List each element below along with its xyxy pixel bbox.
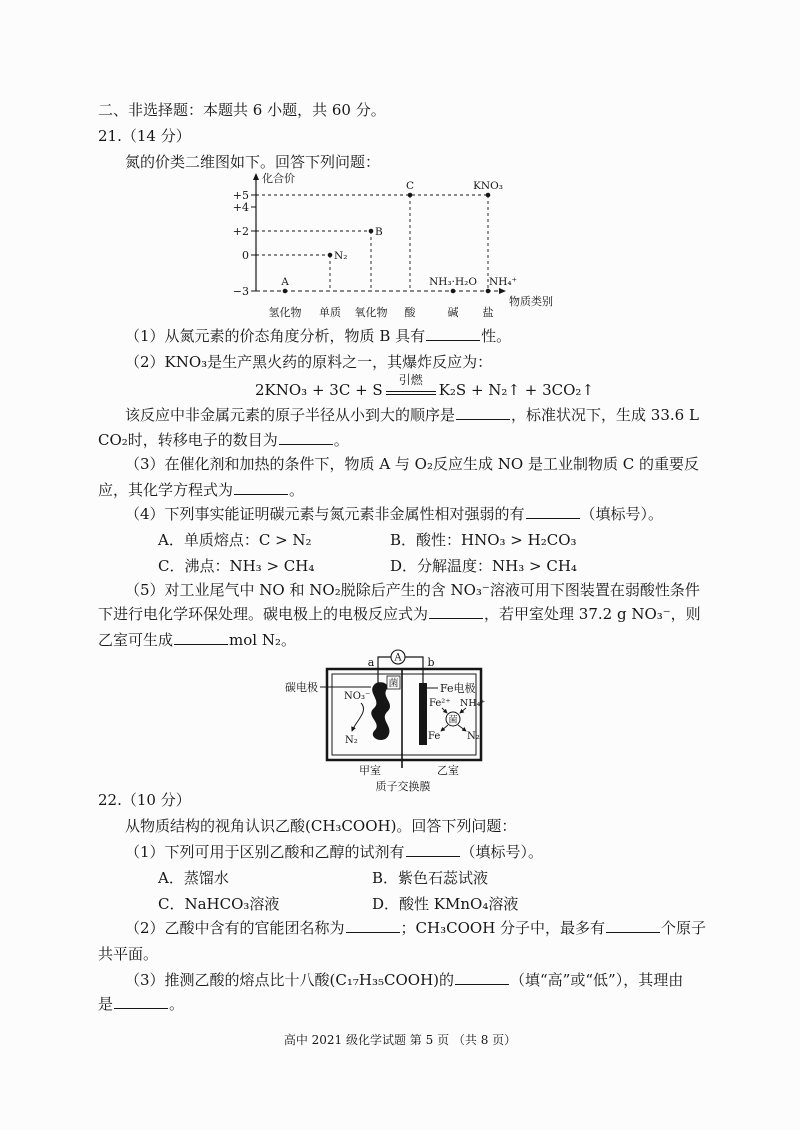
- data-point-label: B: [375, 226, 383, 238]
- q22-part2-line1: [125, 918, 706, 938]
- answer-blank: [279, 430, 333, 445]
- q21-part2-line2-text-end: 。: [333, 431, 349, 449]
- ammonium-ion-label: NH₄⁺: [460, 698, 486, 709]
- q21-part2-line1-text-end: ，标准状况下，生成 33.6 L: [511, 406, 699, 424]
- data-point-label: A: [281, 276, 289, 288]
- q21-part2-line1-text: 该反应中非金属元素的原子半径从小到大的顺序是: [125, 406, 456, 424]
- nitrate-ion-label: NO₃⁻: [344, 691, 371, 702]
- carbon-electrode: [371, 682, 390, 740]
- q21-part5-line2-text: 下进行电化学环保处理。碳电极上的电极反应式为: [98, 605, 429, 623]
- category-label: 碱: [447, 306, 459, 319]
- data-point-label: NH₃·H₂O: [429, 276, 477, 288]
- q21-part3-line2-text: 应，其化学方程式为: [98, 481, 234, 499]
- q22-part2-text-b: ；CH₃COOH 分子中，最多有: [400, 919, 606, 937]
- answer-blank: [174, 630, 228, 645]
- q21-part5-line3-text-end: mol N₂。: [229, 631, 296, 649]
- q21-part4-stem: [125, 504, 663, 524]
- y-tick-label: +5: [232, 189, 249, 202]
- q22-intro: 从物质结构的视角认识乙酸(CH₃COOH)。回答下列问题：: [125, 817, 517, 835]
- q21-number: 21.（14 分）: [98, 127, 191, 145]
- q22-part2-text-a: （2）乙酸中含有的官能团名称为: [125, 919, 345, 937]
- q21-part4-text-end: （填标号）。: [580, 505, 664, 523]
- data-point: [486, 193, 491, 198]
- q21-part3-line1: （3）在催化剂和加热的条件下，物质 A 与 O₂反应生成 NO 是工业制物质 C 的重要反: [125, 455, 699, 473]
- q21-part2-line2-text: CO₂时，转移电子的数目为: [98, 431, 278, 449]
- q21-part2-stem: （2）KNO₃是生产黑火药的原料之一，其爆炸反应为：: [125, 353, 493, 371]
- q21-part4-text: （4）下列事实能证明碳元素与氮元素非金属性相对强弱的有: [125, 505, 525, 523]
- data-point: [369, 229, 374, 234]
- q22-part3-text-b: （填“高”或“低”），其理由: [510, 971, 684, 989]
- y-tick-label: 0: [242, 249, 249, 262]
- category-label: 氧化物: [354, 306, 388, 319]
- q22-part3-line1: [125, 970, 683, 990]
- q22-option-d: D．酸性 KMnO₄溶液: [372, 895, 519, 913]
- category-label: 酸: [404, 306, 416, 319]
- q21-part2-line2: [98, 430, 349, 450]
- data-point-label: NH₄⁺: [489, 276, 518, 288]
- q22-part2-line2: 共平面。: [98, 945, 159, 963]
- answer-blank: [346, 918, 400, 933]
- membrane-label: 质子交换膜: [375, 780, 431, 793]
- data-point-label: N₂: [334, 250, 348, 262]
- q21-part1-text: （1）从氮元素的价态角度分析，物质 B 具有: [125, 327, 426, 345]
- equation-products: K₂S + N₂↑ + 3CO₂↑: [438, 381, 595, 399]
- data-point-label: KNO₃: [473, 180, 503, 192]
- q21-option-b: B．酸性：HNO₃ > H₂CO₃: [390, 531, 577, 549]
- q22-part1-stem: [125, 842, 543, 862]
- data-point: [283, 289, 288, 294]
- q21-intro: 氮的价类二维图如下。回答下列问题：: [125, 153, 381, 171]
- nitrate-to-nitrogen-arrow: [352, 703, 364, 731]
- data-point-label: C: [405, 180, 415, 192]
- terminal-a-label: a: [367, 656, 375, 669]
- q21-part5-line2-text-end: ，若甲室处理 37.2 g NO₃⁻，则: [484, 605, 701, 623]
- reaction-condition: [386, 373, 436, 400]
- y-axis-arrow: [253, 173, 259, 180]
- q22-part2-text-c: 个原子: [661, 919, 707, 937]
- answer-blank: [606, 918, 660, 933]
- q21-part5-line1: （5）对工业尾气中 NO 和 NO₂脱除后产生的含 NO₃⁻溶液可用下图装置在弱酸性条件: [125, 581, 700, 599]
- q21-part1-text-end: 性。: [481, 327, 512, 345]
- data-point: [451, 289, 456, 294]
- q22-part1-text: （1）下列可用于区别乙酸和乙醇的试剂有: [125, 843, 405, 861]
- ferrous-ion-label: Fe²⁺: [429, 698, 451, 709]
- right-nitrogen-label: N₂: [467, 731, 480, 742]
- fe-electrode-label: Fe电极: [440, 682, 476, 695]
- q21-part3-line2-text-end: 。: [289, 481, 305, 499]
- q21-part2-line1: [125, 405, 699, 425]
- q22-part1-text-end: （填标号）。: [460, 843, 544, 861]
- bacteria-left-label: 菌: [388, 678, 399, 690]
- terminal-b-label: b: [427, 656, 435, 669]
- q21-option-c: C．沸点：NH₃ > CH₄: [158, 557, 315, 575]
- page-footer: 高中 2021 级化学试题 第 5 页 （共 8 页）: [283, 1033, 517, 1047]
- q21-part5-line3: [98, 630, 296, 650]
- x-axis-arrow: [499, 288, 506, 294]
- reaction-equation: [255, 373, 595, 400]
- q22-option-c: C．NaHCO₃溶液: [158, 895, 280, 913]
- q21-part1: [125, 326, 511, 346]
- answer-blank: [429, 604, 483, 619]
- answer-blank: [526, 504, 580, 519]
- bacteria-to-nitrogen-arrow: [458, 725, 466, 731]
- q22-part3-text-d: 。: [169, 995, 185, 1013]
- y-tick-label: −3: [232, 285, 249, 298]
- answer-blank: [234, 480, 288, 495]
- right-chamber-label: 乙室: [437, 764, 459, 777]
- y-tick-label: +2: [232, 225, 249, 238]
- carbon-electrode-label: 碳电极: [285, 681, 318, 694]
- y-axis-title: 化合价: [262, 172, 295, 185]
- left-chamber-label: 甲室: [359, 764, 381, 777]
- valence-category-chart: [220, 170, 560, 322]
- equals-double-line: [386, 391, 436, 395]
- answer-blank: [456, 405, 510, 420]
- y-tick-label: +4: [232, 201, 249, 214]
- q22-part3-text-a: （3）推测乙酸的熔点比十八酸(C₁₇H₃₅COOH)的: [125, 971, 455, 989]
- answer-blank: [114, 994, 168, 1009]
- q21-option-d: D．分解温度：NH₃ > CH₄: [390, 557, 577, 575]
- answer-blank: [426, 326, 480, 341]
- left-nitrogen-label: N₂: [345, 735, 358, 746]
- ammeter-label: A: [394, 652, 402, 664]
- q21-part5-line2: [98, 604, 701, 624]
- equation-reactants: 2KNO₃ + 3C + S: [255, 381, 383, 399]
- q22-part3-line2: [98, 994, 184, 1014]
- q22-part3-text-c: 是: [98, 995, 114, 1013]
- data-point: [328, 253, 333, 258]
- q22-option-a: A．蒸馏水: [158, 869, 229, 887]
- answer-blank: [455, 970, 509, 985]
- category-label: 单质: [319, 306, 341, 319]
- bacteria-right-label: 菌: [448, 715, 458, 726]
- q21-part5-line3-text: 乙室可生成: [98, 631, 174, 649]
- category-label: 氢化物: [268, 306, 302, 319]
- fe-product-label: Fe: [428, 731, 441, 742]
- reaction-condition-text: 引燃: [398, 373, 423, 387]
- q21-option-a: A．单质熔点：C > N₂: [158, 531, 312, 549]
- category-label: 盐: [482, 306, 494, 319]
- q21-part3-line2: [98, 480, 304, 500]
- q22-number: 22.（10 分）: [98, 791, 191, 809]
- section-title: 二、非选择题：本题共 6 小题，共 60 分。: [98, 101, 386, 119]
- electrochemical-cell-diagram: [270, 645, 520, 797]
- answer-blank: [406, 842, 460, 857]
- x-axis-title: 物质类别: [509, 295, 553, 308]
- fe-electrode: [419, 683, 427, 745]
- data-point: [486, 289, 491, 294]
- q22-option-b: B．紫色石蕊试液: [372, 869, 489, 887]
- bacteria-to-fe-arrow: [441, 725, 448, 731]
